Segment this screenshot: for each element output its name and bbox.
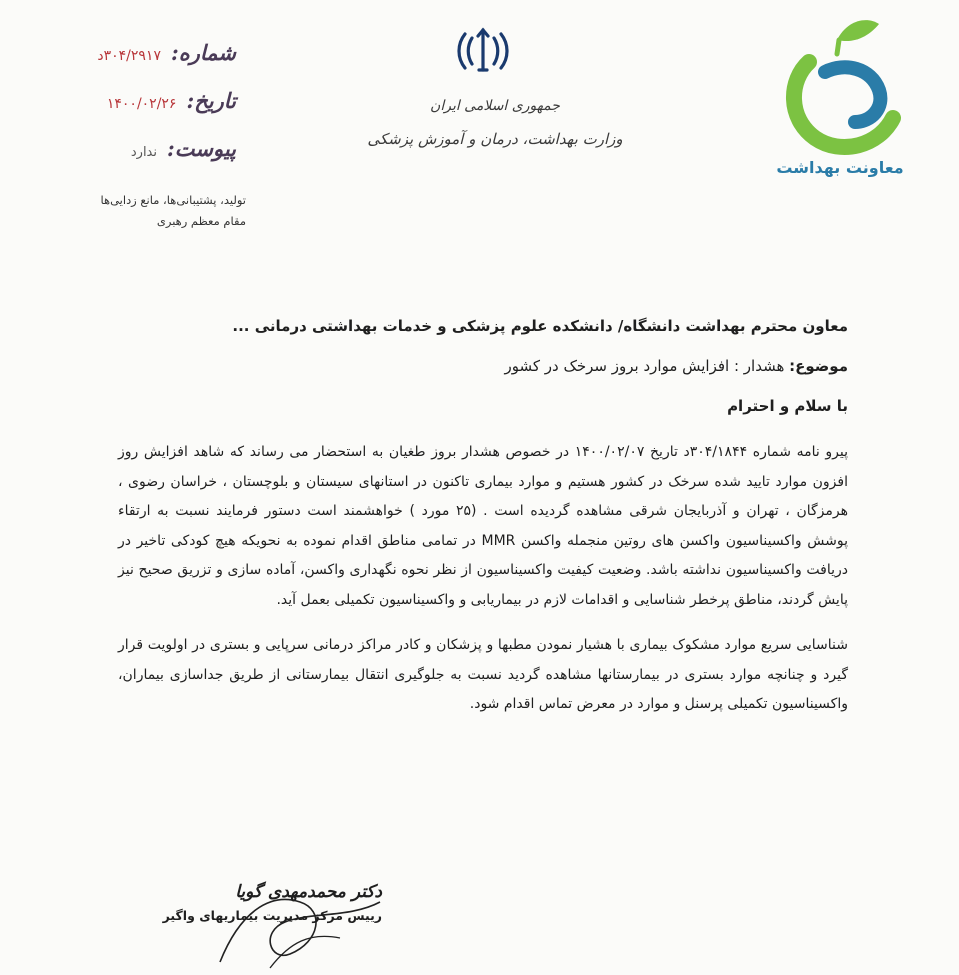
republic-name: جمهوری اسلامی ایران [430, 98, 560, 114]
paragraph-2: شناسایی سریع موارد مشکوک بیماری با هشیار نمودن مطبها و پزشکان و کادر مراکز درمانی سرپایی و بستری در اولویت قرار گیرد و چنانچه موارد بستری در بیمارستانها مشاهده گردید نسبت به جلوگیری انتقال بیمارستانی از طریق جداسازی بیماران، واکسیناسیون تکمیلی پرسنل و موارد در معرض تماس اقدام شود. [118, 637, 848, 712]
motto [86, 190, 246, 232]
paragraph-1: پیرو نامه شماره ۳۰۴/۱۸۴۴د تاریخ ۱۴۰۰/۰۲/۰۷ در خصوص هشدار بروز طغیان به استحضار می رساند که شاهد افزایش روز افزون موارد تایید شده سرخک در کشور هستیم و موارد بیماری تاکنون در استانهای سیستان و بلوچستان ، خراسان رضوی ، هرمزگان ، تهران و آذربایجان شرقی مشاهده گردیده است . (۲۵ مورد ) خواهشمند است دستور فرمایند نسبت به ارتقاء پوشش واکسیناسیون واکسن های روتین منجمله واکسن MMR در تمامی مناطق اقدام نموده به نحویکه هیچ کودکی تاخیر در دریافت واکسیناسیون نداشته باشد. وضعیت کیفیت واکسیناسیون از نظر نحوه نگهداری واکسن، آماده سازی و تزریق صحیح نیز پایش گردند، مناطق پرخطر شناسایی و اقدامات لازم در بیماریابی و واکسیناسیون تکمیلی بعمل آید. [118, 444, 849, 608]
iran-emblem-icon [455, 26, 511, 76]
date-label: تاریخ: [186, 88, 236, 113]
motto-line-1: تولید، پشتیبانی‌ها، مانع زدایی‌ها [100, 193, 246, 207]
subject-text: هشدار : افزایش موارد بروز سرخک در کشور [504, 357, 785, 375]
ministry-heading [350, 98, 640, 148]
date-value: ۱۴۰۰/۰۲/۲۶ [106, 96, 177, 112]
number-label: شماره: [170, 40, 236, 65]
subject-label: موضوع: [789, 357, 848, 375]
number-row [86, 40, 236, 88]
health-deputy-logo-icon [775, 10, 910, 160]
signer-name: دکتر محمدمهدی گویا [235, 882, 382, 902]
ministry-name: وزارت بهداشت، درمان و آموزش پزشکی [367, 130, 623, 148]
greeting: با سلام و احترام [727, 397, 848, 415]
attachment-label: پیوست: [167, 136, 236, 161]
signer-title: رییس مرکز مدیریت بیماریهای واگیر [162, 908, 382, 923]
letter-meta [86, 40, 236, 184]
letter-body [118, 312, 848, 720]
subject-line [118, 352, 848, 380]
number-value: ۳۰۴/۲۹۱۷د [97, 48, 161, 64]
date-row [86, 88, 236, 136]
addressee: معاون محترم بهداشت دانشگاه/ دانشکده علوم پزشکی و خدمات بهداشتی درمانی ... [232, 317, 848, 335]
attachment-value: ندارد [130, 145, 157, 160]
motto-line-2: مقام معظم رهبری [156, 214, 246, 228]
signature-block [150, 882, 382, 923]
logo-caption: معاونت بهداشت [776, 158, 904, 177]
attachment-row [86, 136, 236, 184]
